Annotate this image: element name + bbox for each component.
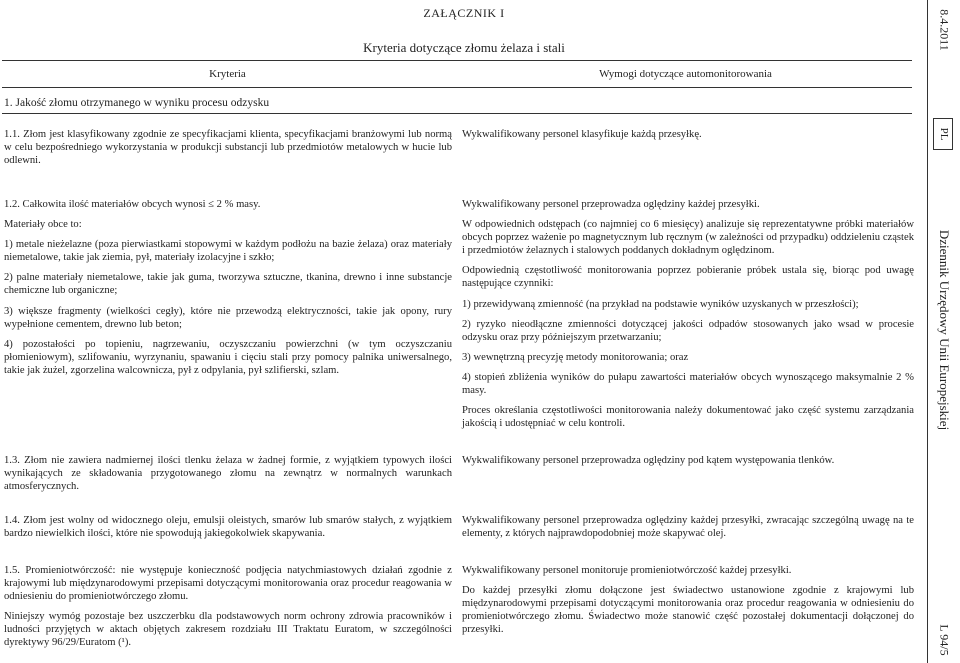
criterion-text: 1.2. Całkowita ilość materiałów obcych wynosi ≤ 2 % masy. (4, 199, 261, 210)
monitoring-text: Wykwalifikowany personel przeprowadza oględziny każdej przesyłki, zwracając szczególną uwagę na te elementy, z których najprawdopodobniej może skapywać olej. (462, 515, 914, 540)
column-header-monitoring: Wymogi dotyczące automonitorowania (599, 68, 772, 80)
publication-date: 8.4.2011 (937, 9, 952, 51)
monitoring-text: Do każdej przesyłki złomu dołączone jest świadectwo ustanowione zgodnie z krajowymi lub międzynarodowymi przepisami dotyczącymi monitorowania oraz procedur reagowania w odniesieniu do promieniotwórczego złomu. Świadectwo może stanowić część pozostałej dokumentacji dołączonej do przesyłki. (462, 585, 914, 636)
list-item: 4) pozostałości po topieniu, nagrzewaniu, oczyszczaniu powierzchni (w tym oczyszczaniu płomieniowym), szlifowaniu, wyrzynaniu, spawaniu i cięciu stali przy pomocy palnika uniwersalnego, takie jak żużel, zgorzelina walcownicza, pył z odpylania, pył szlifierski, szlam. (4, 338, 452, 376)
monitoring-1-4 (462, 514, 914, 547)
criterion-1-3 (4, 454, 452, 500)
monitoring-1-2 (462, 198, 914, 437)
monitoring-1-3 (462, 454, 914, 474)
monitoring-text: Wykwalifikowany personel monitoruje promieniotwórczość każdej przesyłki. (462, 565, 792, 576)
monitoring-1-1 (462, 128, 914, 148)
criterion-1-1 (4, 128, 452, 174)
table-header-rule (2, 87, 912, 88)
criterion-text: 1.5. Promieniotwórczość: nie występuje konieczność podjęcia natychmiastowych działań zgodnie z krajowymi lub międzynarodowymi przepisami dotyczącymi monitorowania oraz procedur reagowania w odniesieniu do promieniotwórczego złomu. (4, 565, 452, 603)
criterion-text: 1.4. Złom jest wolny od widocznego oleju, emulsji oleistych, smarów lub smarów stałych, z wyjątkiem bardzo niewielkich ilości, które nie spowodują jakiegokolwiek skapywania. (4, 515, 452, 540)
list-item: 3) większe fragmenty (wielkości cegły), które nie przewodzą elektryczności, takie jak opony, rury wypełnione cementem, drewno lub beton; (4, 305, 452, 330)
list-item: 1) metale nieżelazne (poza pierwiastkami stopowymi w każdym podłożu na bazie żelaza) oraz materiały niemetalowe, takie jak ziemia, pył, materiały izolacyjne i szkło; (4, 239, 452, 264)
page-reference: L 94/5 (937, 624, 952, 656)
monitoring-text: Wykwalifikowany personel przeprowadza oględziny każdej przesyłki. (462, 199, 760, 210)
monitoring-text: Wykwalifikowany personel klasyfikuje każdą przesyłkę. (462, 129, 702, 140)
language-code: PL (938, 127, 950, 141)
monitoring-text: Wykwalifikowany personel przeprowadza oględziny pod kątem występowania tlenków. (462, 455, 835, 466)
criterion-1-5 (4, 564, 452, 657)
criterion-text: Materiały obce to: (4, 219, 82, 231)
criterion-1-2 (4, 198, 452, 384)
list-item: 2) ryzyko nieodłączne zmienności dotyczącej jakości odpadów stosowanych jako wsad w procesie odzysku oraz przy późniejszym przetwarzaniu; (462, 318, 914, 343)
monitoring-text: Proces określania częstotliwości monitorowania należy dokumentować jako część systemu zarządzania jakością i udostępniać w celu kontroli. (462, 405, 914, 430)
criterion-text: Niniejszy wymóg pozostaje bez uszczerbku dla podstawowych norm ochrony zdrowia pracowników i ludności przyjętych w aktach objętych zakresem rozdziału III Traktatu Euratom, w szczególności dyrektywy 96/29/Euratom (¹). (4, 611, 452, 649)
list-item: 4) stopień zbliżenia wyników do pułapu zawartości materiałów obcych wynoszącego maksymalnie 2 % masy. (462, 371, 914, 397)
monitoring-text: Odpowiednią częstotliwość monitorowania poprzez pobieranie próbek ustala się, biorąc pod uwagę następujące czynniki: (462, 265, 914, 290)
margin-strip (927, 0, 960, 663)
list-item: 3) wewnętrzną precyzję metody monitorowania; oraz (462, 351, 689, 363)
criterion-1-4 (4, 514, 452, 547)
monitoring-text: W odpowiednich odstępach (co najmniej co 6 miesięcy) analizuje się reprezentatywne próbki materiałów obcych poprzez ważenie po magnetycznym lub ręcznym (w zależności od przypadku) oddzieleniu cząstek i przedmiotów żelaznych i stalowych poddanych dokładnym oględzinom. (462, 219, 914, 257)
monitoring-1-5 (462, 564, 914, 643)
list-item: 2) palne materiały niemetalowe, takie jak guma, tworzywa sztuczne, tkanina, drewno i inne substancje chemiczne lub organiczne; (4, 272, 452, 297)
journal-name: Dziennik Urzędowy Unii Europejskiej (937, 229, 952, 431)
section-heading: 1. Jakość złomu otrzymanego w wyniku procesu odzysku (4, 97, 270, 109)
document-title: Kryteria dotyczące złomu żelaza i stali (363, 40, 565, 55)
criterion-text: 1.3. Złom nie zawiera nadmiernej ilości tlenku żelaza w żadnej formie, z wyjątkiem typowych ilości wynikających ze składowania przygotowanego złomu na zewnątrz w normalnych warunkach atmosferycznych. (4, 455, 452, 493)
section-rule (2, 113, 912, 114)
column-header-criteria: Kryteria (209, 68, 246, 80)
table-top-rule (2, 60, 912, 61)
list-item: 1) przewidywaną zmienność (na przykład na podstawie wyników uzyskanych w przeszłości); (462, 298, 859, 310)
criterion-text: 1.1. Złom jest klasyfikowany zgodnie ze specyfikacjami klienta, specyfikacjami branżowymi lub normą w celu bezpośredniego wykorzystania w produkcji substancji lub przedmiotów metalowych w hucie lub odlewni. (4, 129, 452, 167)
annex-heading: ZAŁĄCZNIK I (423, 6, 505, 20)
